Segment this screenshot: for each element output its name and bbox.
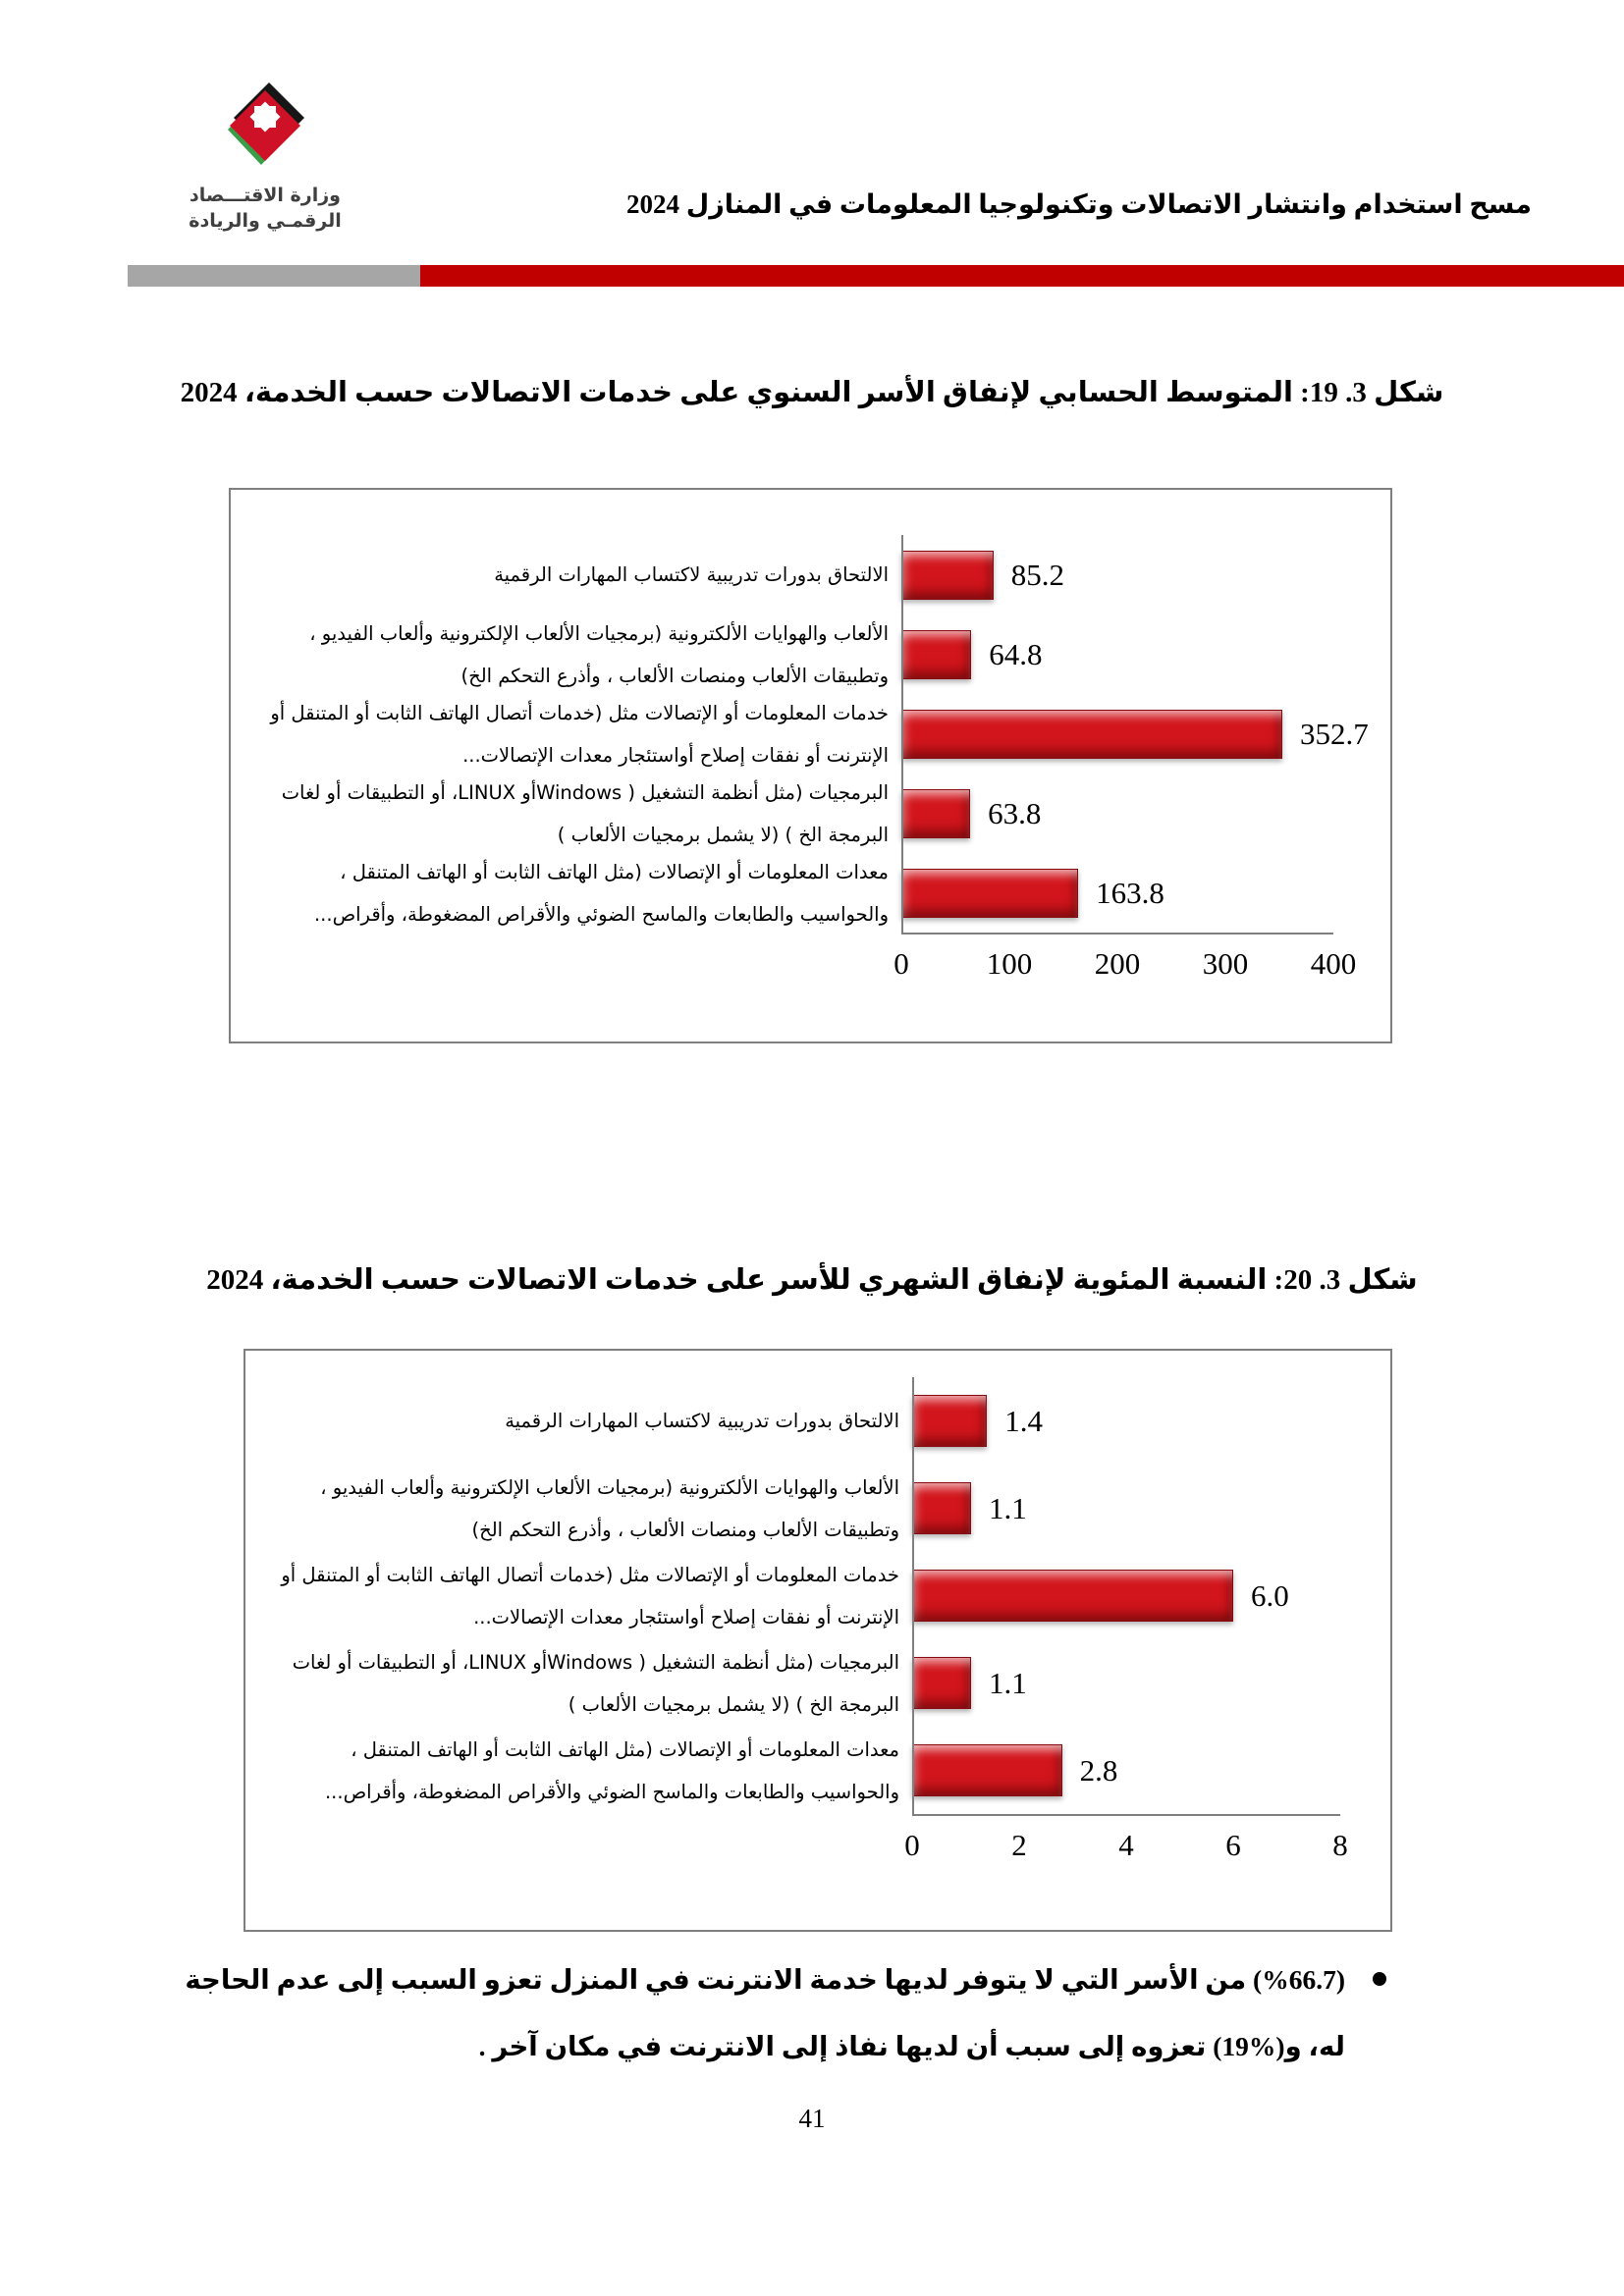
category-label: الألعاب والهوايات الألكترونية (برمجيات الألعاب الإلكترونية وألعاب الفيديو ، وتطبيقات الألعاب ومنصات الألعاب ، وأذرع التحكم الخ)	[320, 1475, 899, 1541]
category-label: البرمجيات (مثل أنظمة التشغيل ( Windowsأو LINUX، أو التطبيقات أو لغات البرمجة الخ ) (لا يشمل برمجيات الألعاب )	[281, 780, 889, 846]
jordan-emblem-icon	[196, 79, 334, 179]
note-text: (%66.7) من الأسر التي لا يتوفر لديها خدمة الانترنت في المنزل تعزو السبب إلى عدم الحاجة له، و(%19) تعزوه إلى سبب أن لديها نفاذ إلى الانترنت في مكان آخر .	[185, 1964, 1345, 2061]
bar	[901, 551, 994, 600]
bar-zone	[912, 1377, 1340, 1465]
category-label: معدات المعلومات أو الإتصالات (مثل الهاتف الثابت أو الهاتف المتنقل ، والحواسيب والطابعات والماسح الضوئي والأقراص المضغوطة، وأقراص...	[313, 860, 889, 926]
bar	[912, 1482, 971, 1534]
x-axis-tick-label: 4	[1118, 1828, 1134, 1862]
y-axis-line	[912, 1377, 914, 1814]
category-label: خدمات المعلومات أو الإتصالات مثل (خدمات أتصال الهاتف الثابت أو المتنقل أو الإنترنت أو نفقات إصلاح أواستئجار معدات الإتصالات...	[281, 1563, 899, 1629]
bar-value-label: 85.2	[1010, 557, 1064, 592]
bar-zone	[901, 535, 1333, 614]
chart-row	[245, 1727, 1390, 1814]
y-axis-line	[901, 535, 903, 933]
figure-3-20-title: شكل 3. 20: النسبة المئوية لإنفاق الشهري للأسر على خدمات الاتصالات حسب الخدمة، 2024	[206, 1264, 1418, 1296]
chart-row	[231, 774, 1390, 853]
bar-zone	[912, 1639, 1340, 1727]
figure-3-20-chart	[244, 1349, 1392, 1932]
bar	[901, 869, 1078, 918]
bar	[912, 1744, 1062, 1796]
x-axis-tick-label: 400	[1310, 946, 1357, 981]
category-label: الالتحاق بدورات تدريبية لاكتساب المهارات الرقمية	[494, 563, 889, 586]
bullet-icon	[1373, 1972, 1386, 1986]
chart-row	[245, 1639, 1390, 1727]
x-axis-tick-label: 300	[1202, 946, 1249, 981]
x-axis-tick-label: 8	[1332, 1828, 1348, 1862]
x-axis-tick-label: 0	[904, 1828, 920, 1862]
ministry-logo	[182, 79, 349, 234]
bar	[901, 630, 971, 679]
bar-zone	[912, 1727, 1340, 1814]
x-axis-ticks	[893, 934, 1357, 1003]
bar	[912, 1395, 987, 1447]
category-label: خدمات المعلومات أو الإتصالات مثل (خدمات أتصال الهاتف الثابت أو المتنقل أو الإنترنت أو نفقات إصلاح أواستئجار معدات الإتصالات...	[270, 701, 889, 767]
page-number: 41	[798, 2104, 826, 2133]
category-label: معدات المعلومات أو الإتصالات (مثل الهاتف الثابت أو الهاتف المتنقل ، والحواسيب والطابعات والماسح الضوئي والأقراص المضغوطة، وأقراص...	[324, 1737, 899, 1803]
chart-row	[245, 1377, 1390, 1465]
x-axis-tick-label: 0	[893, 946, 909, 981]
category-label: الألعاب والهوايات الألكترونية (برمجيات الألعاب الإلكترونية وألعاب الفيديو ، وتطبيقات الألعاب ومنصات الألعاب ، وأذرع التحكم الخ)	[309, 621, 889, 687]
bar-zone	[912, 1465, 1340, 1552]
figure-3-19-title: شكل 3. 19: المتوسط الحسابي لإنفاق الأسر السنوي على خدمات الاتصالات حسب الخدمة، 2024	[180, 377, 1444, 408]
chart-row	[231, 535, 1390, 614]
bar-value-label: 352.7	[1299, 716, 1369, 751]
header-divider-red	[420, 265, 1624, 287]
document-header-title: مسح استخدام وانتشار الاتصالات وتكنولوجيا المعلومات في المنازل 2024	[626, 189, 1532, 219]
bar-value-label: 63.8	[988, 795, 1042, 830]
bar	[912, 1570, 1233, 1622]
x-axis-tick-label: 200	[1094, 946, 1141, 981]
bar-zone	[912, 1552, 1340, 1639]
bar	[912, 1657, 971, 1709]
bar	[901, 710, 1282, 759]
x-axis-ticks	[904, 1816, 1348, 1885]
ministry-name-line1: وزارة الاقتـــصاد	[189, 185, 341, 206]
header-divider-gray	[128, 265, 420, 287]
figure-3-19-chart	[229, 488, 1392, 1043]
chart-row	[245, 1552, 1390, 1639]
bar-value-label: 1.1	[988, 1665, 1027, 1700]
x-axis-tick-label: 2	[1011, 1828, 1027, 1862]
category-label: الالتحاق بدورات تدريبية لاكتساب المهارات الرقمية	[505, 1410, 899, 1432]
chart-row	[245, 1465, 1390, 1552]
plot-rows	[245, 1351, 1390, 1814]
bar-zone	[901, 694, 1369, 774]
chart-row	[231, 614, 1390, 694]
bar-value-label: 64.8	[989, 636, 1043, 671]
note-paragraph	[147, 1947, 1386, 2080]
category-label: البرمجيات (مثل أنظمة التشغيل ( Windowsأو LINUX، أو التطبيقات أو لغات البرمجة الخ ) (لا يشمل برمجيات الألعاب )	[292, 1650, 899, 1716]
ministry-name-line2: الرقمـي والريادة	[189, 210, 342, 232]
x-axis-tick-label: 100	[986, 946, 1033, 981]
bar-value-label: 6.0	[1251, 1577, 1289, 1613]
bar-zone	[901, 853, 1333, 933]
chart-row	[231, 853, 1390, 933]
bar-value-label: 1.4	[1004, 1403, 1044, 1438]
bar-zone	[901, 614, 1333, 694]
bar-value-label: 1.1	[988, 1490, 1027, 1525]
plot-rows	[231, 490, 1390, 933]
bar-value-label: 163.8	[1096, 875, 1164, 910]
bar-value-label: 2.8	[1079, 1752, 1118, 1788]
chart-row	[231, 694, 1390, 774]
bar-zone	[901, 774, 1333, 853]
x-axis-tick-label: 6	[1225, 1828, 1241, 1862]
bar	[901, 789, 970, 838]
